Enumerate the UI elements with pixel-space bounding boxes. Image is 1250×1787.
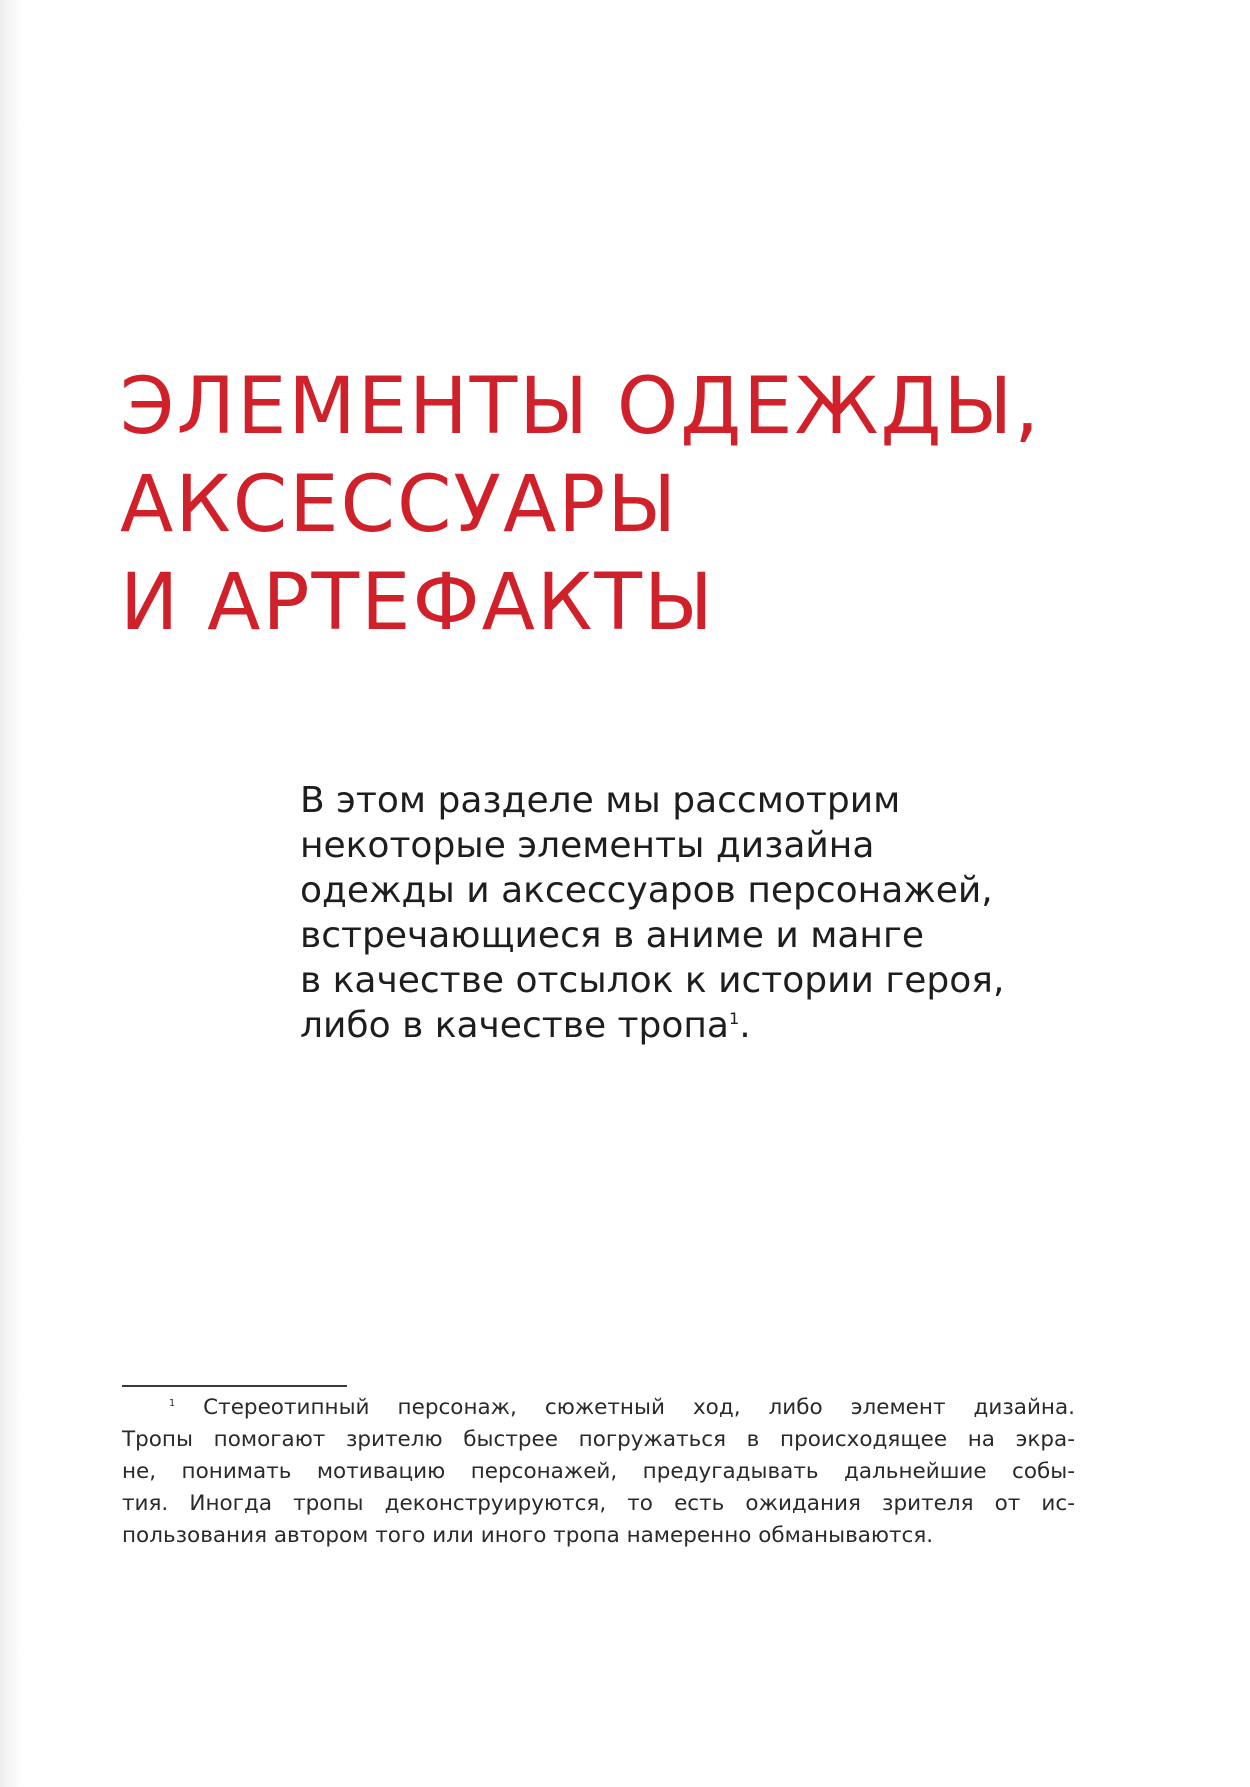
section-title — [120, 358, 1041, 652]
intro-line-2: некоторые элементы дизайна — [300, 825, 875, 866]
footnote-reference: 1 — [728, 1009, 740, 1028]
intro-line-6 — [300, 1003, 1004, 1048]
footnote-line-2: Тропы помогают зрителю быстрее погружаться в происходящее на экра- — [122, 1427, 1075, 1452]
intro-end-punctuation: . — [739, 1005, 751, 1046]
intro-line-1: В этом разделе мы рассмотрим — [300, 780, 901, 821]
section-title-line-2: АКСЕССУАРЫ — [120, 460, 679, 550]
intro-line-6-text: либо в качестве тропа — [300, 1005, 729, 1046]
footnote-line-3: не, понимать мотивацию персонажей, предугадывать дальнейшие собы- — [122, 1459, 1075, 1484]
footnote-line-5: пользования автором того или иного тропа намеренно обманываются. — [122, 1523, 934, 1548]
footnote — [122, 1392, 1075, 1552]
intro-line-3: одежды и аксессуаров персонажей, — [300, 870, 993, 911]
footnote-divider — [122, 1385, 347, 1387]
intro-line-4: встречающиеся в аниме и манге — [300, 915, 925, 956]
intro-paragraph — [300, 778, 1004, 1048]
footnote-line-1 — [122, 1392, 1075, 1424]
page-edge-shadow — [0, 0, 22, 1787]
footnote-line-4: тия. Иногда тропы деконструируются, то есть ожидания зрителя от ис- — [122, 1491, 1075, 1516]
footnote-line-1-text: Стереотипный персонаж, сюжетный ход, либо элемент дизайна. — [203, 1395, 1075, 1420]
section-title-line-3: И АРТЕФАКТЫ — [120, 558, 715, 648]
section-title-line-1: ЭЛЕМЕНТЫ ОДЕЖДЫ, — [120, 362, 1042, 452]
intro-line-5: в качестве отсылок к истории героя, — [300, 960, 1005, 1001]
footnote-marker: 1 — [169, 1397, 176, 1409]
